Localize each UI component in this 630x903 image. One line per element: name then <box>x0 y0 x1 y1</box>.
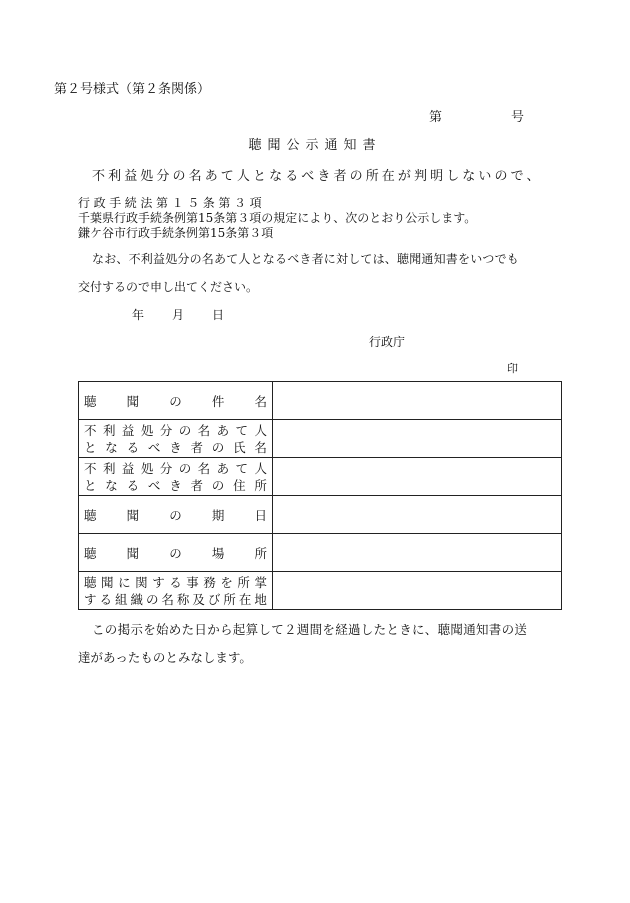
label-char: に <box>118 574 131 590</box>
law-reference-2: 千葉県行政手続条例第15条第３項の規定により、次のとおり公示します。 <box>78 211 477 225</box>
law-reference-3: 鎌ケ谷市行政手続条例第15条第３項 <box>78 226 274 240</box>
value-hearing-place <box>273 534 562 572</box>
label-char: 名 <box>197 460 211 476</box>
form-number: 第２号様式（第２条関係） <box>54 82 211 97</box>
label-char: 人 <box>254 460 267 476</box>
value-responsible-organization <box>273 572 562 610</box>
label-char: る <box>169 574 182 590</box>
label-char: な <box>105 477 118 493</box>
label-char: あ <box>216 460 230 476</box>
label-char: 名 <box>254 439 267 455</box>
label-char: 称 <box>176 591 190 607</box>
label-char: の <box>211 439 225 455</box>
label-char: 期 <box>211 507 225 523</box>
label-char: 者 <box>190 477 203 493</box>
administrative-agency: 行政庁 <box>369 335 406 349</box>
label-char: 聞 <box>126 507 140 523</box>
label-hearing-place <box>79 534 273 572</box>
label-char: 関 <box>135 574 148 590</box>
table-row <box>79 382 562 420</box>
label-char: の <box>178 460 192 476</box>
footer-paragraph-line-2: 達があったものとみなします。 <box>78 650 252 665</box>
label-char: 処 <box>140 422 154 438</box>
label-char: の <box>169 545 182 561</box>
document-title: 聴聞公示通知書 <box>248 138 382 153</box>
label-char: 聞 <box>126 545 140 561</box>
label-char: て <box>235 460 249 476</box>
value-hearing-subject <box>273 382 562 420</box>
label-char: の <box>211 477 225 493</box>
label-hearing-date <box>79 496 273 534</box>
label-char: 掌 <box>254 574 267 590</box>
date-year: 年 <box>132 308 145 322</box>
table-row <box>79 420 562 458</box>
label-char: と <box>84 439 97 455</box>
label-char: の <box>169 507 182 523</box>
label-char: 不 <box>84 460 97 476</box>
table-row <box>79 496 562 534</box>
notice-paragraph-2-line-2: 交付するので申し出てください。 <box>78 280 259 294</box>
table-row <box>79 534 562 572</box>
label-char: 務 <box>203 574 216 590</box>
label-char: 織 <box>130 591 143 607</box>
label-char: 益 <box>121 460 135 476</box>
label-char: る <box>126 439 140 455</box>
label-char: 処 <box>140 460 154 476</box>
label-hearing-subject <box>79 382 273 420</box>
label-char: の <box>169 393 182 409</box>
label-responsible-organization <box>79 572 273 610</box>
date-day: 日 <box>212 308 225 322</box>
label-char: 所 <box>237 574 250 590</box>
label-char: 名 <box>254 393 267 409</box>
label-char: と <box>84 477 97 493</box>
label-char: き <box>169 477 182 493</box>
hearing-info-table <box>78 381 562 610</box>
label-char: 件 <box>211 393 225 409</box>
label-char: す <box>152 574 165 590</box>
label-char: 聞 <box>101 574 114 590</box>
label-char: す <box>84 591 97 607</box>
table-row <box>79 458 562 496</box>
label-char: 名 <box>197 422 211 438</box>
seal-mark: 印 <box>507 362 518 375</box>
label-char: 場 <box>211 545 225 561</box>
label-char: 益 <box>121 422 135 438</box>
label-char: る <box>126 477 140 493</box>
label-char: べ <box>147 477 161 493</box>
label-char: 在 <box>238 591 252 607</box>
label-char: 地 <box>254 591 267 607</box>
label-char: る <box>99 591 112 607</box>
law-reference-1: 行政手続法第１５条第３項 <box>78 196 266 210</box>
label-char: 聴 <box>84 574 97 590</box>
label-char: 利 <box>102 422 116 438</box>
number-label-go: 号 <box>511 110 525 125</box>
label-char: 所 <box>254 477 267 493</box>
label-char: び <box>207 591 221 607</box>
label-char: 所 <box>254 545 267 561</box>
label-recipient-address <box>79 458 273 496</box>
label-char: 名 <box>161 591 174 607</box>
label-char: 不 <box>84 422 97 438</box>
label-char: を <box>220 574 233 590</box>
label-char: 日 <box>254 507 267 523</box>
label-char: 事 <box>186 574 199 590</box>
label-char: 分 <box>159 422 173 438</box>
label-char: べ <box>147 439 161 455</box>
notice-paragraph-1: 不利益処分の名あて人となるべき者の所在が判明しないので、 <box>92 169 543 184</box>
label-char: 聞 <box>126 393 140 409</box>
table-row <box>79 572 562 610</box>
label-char: 氏 <box>233 439 246 455</box>
footer-paragraph-line-1: この掲示を始めた日から起算して２週間を経過したときに、聴聞通知書の送 <box>92 622 528 637</box>
label-char: の <box>178 422 192 438</box>
label-char: 住 <box>233 477 246 493</box>
value-hearing-date <box>273 496 562 534</box>
label-char: 者 <box>190 439 203 455</box>
value-recipient-name <box>273 420 562 458</box>
label-char: 分 <box>159 460 173 476</box>
value-recipient-address <box>273 458 562 496</box>
label-char: 聴 <box>84 545 97 561</box>
label-char: き <box>169 439 182 455</box>
number-label-dai: 第 <box>429 110 443 125</box>
label-char: な <box>105 439 118 455</box>
label-char: 聴 <box>84 507 97 523</box>
notice-paragraph-2-line-1: なお、不利益処分の名あて人となるべき者に対しては、聴聞通知書をいつでも <box>92 252 520 266</box>
label-recipient-name <box>79 420 273 458</box>
label-char: て <box>235 422 249 438</box>
label-char: あ <box>216 422 230 438</box>
label-char: 所 <box>223 591 236 607</box>
label-char: 利 <box>102 460 116 476</box>
label-char: 及 <box>192 591 205 607</box>
label-char: 人 <box>254 422 267 438</box>
label-char: の <box>145 591 159 607</box>
label-char: 組 <box>114 591 128 607</box>
date-month: 月 <box>172 308 185 322</box>
label-char: 聴 <box>84 393 97 409</box>
